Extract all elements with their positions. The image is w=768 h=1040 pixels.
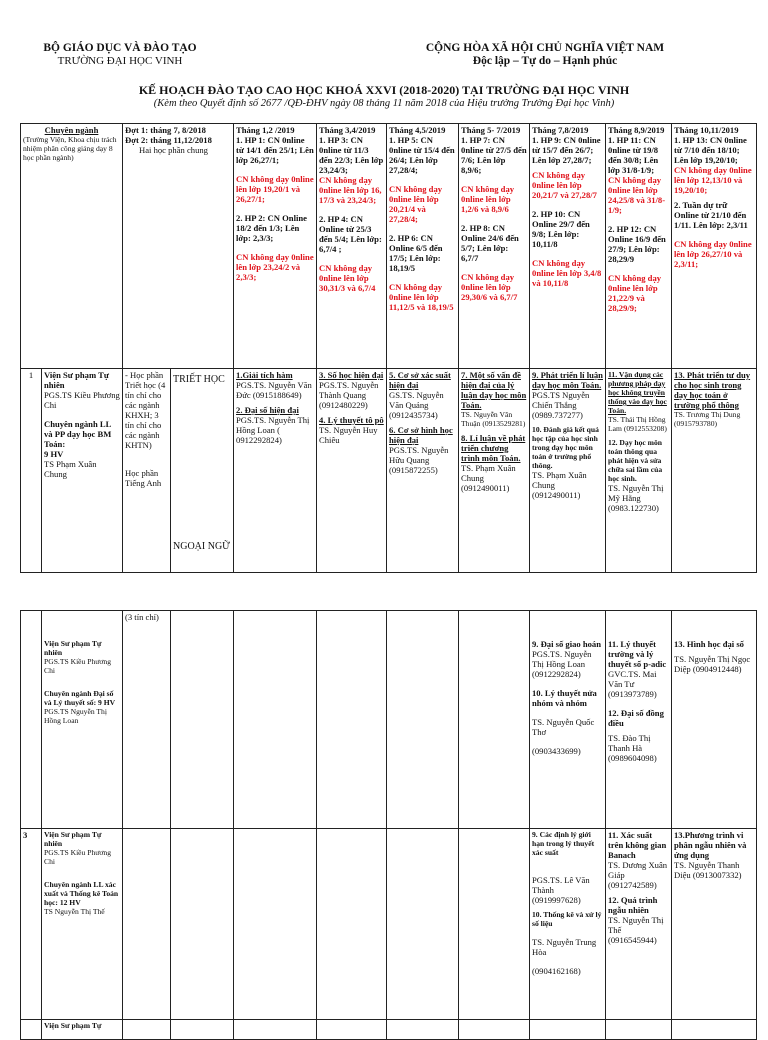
course-lecturer: TS. Thái Thị Hồng Lam (0912553208)	[608, 415, 667, 433]
course-title: 3. Số học hiện đại	[319, 370, 384, 380]
major-lead: TS Nguyễn Thị Thế	[44, 907, 105, 916]
month7-courses	[672, 611, 757, 829]
general-modules-cell	[123, 369, 171, 573]
month6-courses	[606, 611, 672, 829]
month6-courses	[606, 829, 672, 1020]
major-name: Chuyên ngành Đại số và Lý thuyết số: 9 HV	[44, 689, 116, 707]
online-note: CN không dạy 0nline lên lớp 24,25/8 và 31/8-1/9;	[608, 175, 666, 215]
lecturer-phone: (0904162168)	[532, 966, 581, 976]
institute-head: PGS.TS Kiều Phương Chi	[44, 848, 111, 866]
online-note: CN không dạy 0nline lên lớp 16, 17/3 và 23,24/3;	[319, 175, 382, 205]
course-title: 12. Đại số đồng điều	[608, 708, 664, 728]
month2-courses	[317, 369, 387, 573]
course-lecturer: TS. Nguyễn Quốc Thơ	[532, 717, 595, 737]
course-lecturer: PGS.TS. Nguyễn Thị Hồng Loan ( 0912292824)	[236, 415, 310, 445]
month-label: Tháng 5- 7/2019	[461, 125, 521, 135]
empty-cell	[317, 829, 387, 1020]
month6-courses	[606, 369, 672, 573]
empty-cell	[606, 1020, 672, 1040]
online-note: CN không dạy 0nline lên lớp 19,20/1 và 26,27/1;	[236, 174, 314, 204]
course-title: 10. Đánh giá kết quả học tập của học sinh trong dạy học môn toán ở trường phổ thông.	[532, 425, 599, 470]
course-lecturer: TS. Trương Thị Dung (0915793780)	[674, 410, 741, 428]
online-note: CN không dạy 0nline lên lớp 20,21/7 và 27,28/7	[532, 170, 597, 200]
month7-courses	[672, 369, 757, 573]
course-lecturer: TS. Dương Xuân Giáp (0912742589)	[608, 860, 668, 890]
course-lecturer: PGS.TS. Nguyễn Văn Đức (0915188649)	[236, 380, 312, 400]
batch2-label: Đợt 2: tháng 11,12/2018	[125, 135, 212, 145]
empty-cell	[317, 611, 387, 829]
month-header-3	[387, 124, 459, 369]
empty-cell	[21, 1020, 42, 1040]
online-note: CN không dạy 0nline lên lớp 3,4/8 và 10,11/8	[532, 258, 602, 288]
course-title: 13. Hình học đại số	[674, 639, 744, 649]
course-title: 1.Giải tích hàm	[236, 370, 293, 380]
month-header-5	[530, 124, 606, 369]
course-title: 8. Lí luận về phát triển chương trình môn Toán.	[461, 433, 526, 463]
institute-name: Viện Sư phạm Tự nhiên	[44, 830, 102, 848]
course-title: 7. Một số vấn đề hiện đại của lý luận dạy học môn Toán.	[461, 370, 527, 410]
module-schedule: 2. HP 2: CN Online 18/2 đến 1/3; Lên lớp: 2,3/3;	[236, 213, 307, 243]
english-module-note: Học phần Tiếng Anh	[125, 468, 162, 488]
online-note: CN không dạy 0nline lên lớp 1,2/6 và 8,9/6	[461, 184, 515, 214]
month-header-6	[606, 124, 672, 369]
course-lecturer: TS. Đào Thị Thanh Hà (0989604098)	[608, 733, 657, 763]
month-label: Tháng 1,2 /2019	[236, 125, 295, 135]
training-plan-table-page2	[20, 610, 757, 1040]
empty-cell	[234, 611, 317, 829]
course-title: 6. Cơ sở hình học hiện đại	[389, 425, 453, 445]
major-header-title: Chuyên ngành	[44, 125, 99, 135]
empty-cell	[387, 611, 459, 829]
row-number: 1	[21, 369, 42, 573]
empty-cell	[234, 1020, 317, 1040]
course-lecturer: TS. Phạm Xuân Chung (0912490011)	[532, 470, 587, 500]
major-lead: PGS.TS Nguyễn Thị Hồng Loan	[44, 707, 107, 725]
module-schedule: 1. HP 9: CN 0nline từ 15/7 đến 26/7; Lên lớp 27,28/7;	[532, 135, 601, 165]
module-schedule: 1. HP 1: CN 0nline từ 14/1 đến 25/1; Lên lớp 26,27/1;	[236, 135, 314, 165]
module-schedule: 2. HP 10: CN Online 29/7 đến 9/8; Lên lớp: 10,11/8	[532, 209, 590, 249]
institute-name: Viện Sư phạm Tự nhiên	[44, 639, 102, 657]
month-label: Tháng 8,9/2019	[608, 125, 665, 135]
course-title: 10. Thống kê và xử lý số liệu	[532, 910, 602, 928]
document-title: KẾ HOẠCH ĐÀO TẠO CAO HỌC KHOÁ XXVI (2018-2020) TẠI TRƯỜNG ĐẠI HỌC VINH	[138, 83, 630, 97]
institute-cell	[42, 369, 123, 573]
student-count: 9 HV	[44, 449, 64, 459]
empty-cell	[387, 829, 459, 1020]
empty-cell	[317, 1020, 387, 1040]
module-schedule: 1. HP 7: CN 0nline từ 27/5 đến 7/6; Lên lớp 8,9/6;	[461, 135, 527, 175]
course-lecturer: GVC.TS. Mai Văn Tư (0913973789)	[608, 669, 657, 699]
ministry-name: BỘ GIÁO DỤC VÀ ĐÀO TẠO	[43, 42, 197, 54]
table-row-partial	[21, 1020, 757, 1040]
module-schedule: 1. HP 13: CN 0nline từ 7/10 đến 18/10; Lên lớp 19,20/10;	[674, 135, 747, 165]
empty-cell	[171, 611, 234, 829]
month3-courses	[387, 369, 459, 573]
course-lecturer: TS. Nguyễn Thị Thế (0916545944)	[608, 915, 664, 945]
module-schedule: 2. HP 6: CN Online 6/5 đến 17/5; Lên lớp: 18,19/5	[389, 233, 443, 273]
major-lead: TS Phạm Xuân Chung	[44, 459, 97, 479]
module-schedule: 1. HP 3: CN 0nline từ 11/3 đến 22/3; Lên lớp 23,24/3;	[319, 135, 384, 175]
online-note: CN không dạy 0nline lên lớp 26,27/10 và 2,3/11;	[674, 239, 752, 269]
institute-head: PGS.TS Kiều Phương Chi	[44, 657, 111, 675]
institute-name: Viện Sư phạm Tự	[44, 1021, 102, 1030]
empty-cell	[459, 829, 530, 1020]
month-header-4	[459, 124, 530, 369]
empty-cell	[123, 1020, 171, 1040]
month-label: Tháng 7,8/2019	[532, 125, 589, 135]
month5-courses	[530, 611, 606, 829]
month4-courses	[459, 369, 530, 573]
subjects-cell	[171, 369, 234, 573]
row-number: 3	[21, 829, 42, 1020]
course-title: 13. Phát triển tư duy cho học sinh trong dạy học toán ở trường phổ thông	[674, 370, 751, 410]
course-lecturer: TS. Nguyễn Văn Thuận (0913529281)	[461, 410, 526, 428]
course-lecturer: TS. Nguyễn Thị Mỹ Hằng (0983.122730)	[608, 483, 664, 513]
module-schedule: 1. HP 5: CN 0nline từ 15/4 đến 26/4; Lên lớp 27,28/4;	[389, 135, 455, 175]
general-header-cell	[123, 124, 234, 369]
month7-courses	[672, 829, 757, 1020]
month5-courses	[530, 369, 606, 573]
course-lecturer: TS. Nguyễn Thanh Diệu (0913007332)	[674, 860, 742, 880]
course-lecturer: TS. Nguyễn Thị Ngọc Diệp (0904912448)	[674, 654, 751, 674]
course-title: 5. Cơ sở xác suất hiện đại	[389, 370, 451, 390]
online-note: CN không dạy 0nline lên lớp 20,21/4 và 27,28/4;	[389, 184, 443, 224]
module-schedule: 2. HP 12: CN Online 16/9 đến 27/9; Lên lớp: 28,29/9	[608, 224, 666, 264]
university-name: TRƯỜNG ĐẠI HỌC VINH	[57, 55, 183, 67]
month5-courses	[530, 829, 606, 1020]
course-title: 12. Dạy học môn toán thông qua phát hiện và sửa chữa sai lầm của học sinh.	[608, 438, 663, 483]
major-header-cell	[21, 124, 123, 369]
course-title: 2. Đại số hiện đại	[236, 405, 299, 415]
course-title: 4. Lý thuyết tô pô	[319, 415, 384, 425]
table-row	[21, 829, 757, 1020]
common-modules-label: Hai học phần chung	[139, 145, 208, 155]
national-motto: Độc lập – Tự do – Hạnh phúc	[472, 55, 618, 67]
institute-name: Viện Sư phạm Tự nhiên	[44, 370, 109, 390]
course-lecturer: PGS.TS. Lê Văn Thành (0919997628)	[532, 875, 590, 905]
table-row	[21, 611, 757, 829]
online-note: CN không dạy 0nline lên lớp 29,30/6 và 6,7/7	[461, 272, 518, 302]
row-number	[21, 611, 42, 829]
philosophy-module-note: - Học phần Triết học (4 tín chỉ cho các ngành KHXH; 3 tín chỉ cho các ngành KHTN)	[125, 370, 166, 450]
major-name: Chuyên ngành LL và PP dạy học BM Toán:	[44, 419, 112, 449]
empty-cell	[123, 829, 171, 1020]
course-title: 9. Đại số giao hoán	[532, 639, 602, 649]
lecturer-phone: (0903433699)	[532, 746, 581, 756]
major-name: Chuyên ngành LL xác xuất và Thống kê Toán học: 12 HV	[44, 880, 119, 907]
empty-cell	[459, 611, 530, 829]
batch1-label: Đợt 1: tháng 7, 8/2018	[125, 125, 206, 135]
course-lecturer: GS.TS. Nguyễn Văn Quảng (0912435734)	[389, 390, 444, 420]
course-title: 13.Phương trình vi phân ngẫu nhiên và ứng dụng	[674, 830, 747, 860]
philosophy-subject: TRIẾT HỌC	[173, 374, 225, 385]
document-subtitle: (Kèm theo Quyết định số 2677 /QĐ-ĐHV ngày 08 tháng 11 năm 2018 của Hiệu trưởng Trường Đại học Vinh)	[153, 98, 615, 109]
empty-cell	[234, 829, 317, 1020]
course-title: 10. Lý thuyết nửa nhóm và nhóm	[532, 688, 597, 708]
empty-cell	[672, 1020, 757, 1040]
empty-cell	[171, 829, 234, 1020]
course-title: 12. Quá trình ngẫu nhiên	[608, 895, 658, 915]
month-header-7	[672, 124, 757, 369]
course-lecturer: PGS.TS Nguyễn Chiến Thắng (0989.737277)	[532, 390, 590, 420]
month-label: Tháng 4,5/2019	[389, 125, 446, 135]
table-header-row	[21, 124, 757, 369]
empty-cell	[171, 1020, 234, 1040]
republic-name: CỘNG HÒA XÃ HỘI CHỦ NGHĨA VIỆT NAM	[425, 42, 665, 54]
course-lecturer: TS. Phạm Xuân Chung (0912490011)	[461, 463, 516, 493]
course-title: 11. Xác suất trên không gian Banach	[608, 830, 667, 860]
online-note: CN không dạy 0nline lên lớp 30,31/3 và 6,7/4	[319, 263, 376, 293]
table-row	[21, 369, 757, 573]
institute-cell	[42, 611, 123, 829]
course-lecturer: TS. Nguyễn Trung Hòa	[532, 937, 597, 957]
empty-cell	[530, 1020, 606, 1040]
online-note: CN không dạy 0nline lên lớp 11,12/5 và 18,19/5	[389, 282, 454, 312]
online-note: CN không dạy 0nline lên lớp 21,22/9 và 28,29/9;	[608, 273, 662, 313]
course-title: 9. Các định lý giới hạn trong lý thuyết xác suất	[532, 830, 595, 857]
institute-head: PGS.TS Kiều Phương Chi	[44, 390, 120, 410]
course-lecturer: PGS.TS. Nguyễn Thành Quang (0912480229)	[319, 380, 379, 410]
course-lecturer: PGS.TS. Nguyễn Thị Hồng Loan (0912292824)	[532, 649, 592, 679]
module-schedule: 1. HP 11: CN 0nline từ 19/8 đến 30/8; Lên lớp 31/8-1/9;	[608, 135, 659, 175]
month-header-2	[317, 124, 387, 369]
empty-cell	[459, 1020, 530, 1040]
general-modules-cell	[123, 611, 171, 829]
month-label: Tháng 3,4/2019	[319, 125, 376, 135]
online-note: CN không dạy 0nline lên lớp 12,13/10 và 19,20/10;	[674, 165, 752, 195]
course-lecturer: TS. Nguyễn Huy Chiêu	[319, 425, 378, 445]
month-label: Tháng 10,11/2019	[674, 125, 739, 135]
training-plan-table-page1	[20, 123, 757, 573]
month-header-1	[234, 124, 317, 369]
course-title: 11. Lý thuyết trường và lý thuyết số p-adic	[608, 639, 667, 669]
online-note: CN không dạy 0nline lên lớp 23,24/2 và 2,3/3;	[236, 252, 314, 282]
course-title: 9. Phát triển lí luận dạy học môn Toán.	[532, 370, 603, 390]
course-title: 11. Vận dụng các phương pháp dạy học không truyền thống vào dạy học Toán.	[608, 370, 667, 415]
month1-courses	[234, 369, 317, 573]
module-schedule: 2. Tuần dự trữ Online từ 21/10 đến 1/11. Lên lớp: 2,3/11	[674, 200, 748, 230]
major-header-note: (Trường Viện, Khoa chịu trách nhiệm phân công giảng dạy 8 học phần ngành)	[23, 135, 117, 162]
module-schedule: 2. HP 8: CN Online 24/6 đến 5/7; Lên lớp: 6,7/7	[461, 223, 519, 263]
course-lecturer: PGS.TS. Nguyễn Hữu Quang (0915872255)	[389, 445, 449, 475]
module-schedule: 2. HP 4: CN Online từ 25/3 đến 5/4; Lên lớp: 6,7/4 ;	[319, 214, 382, 254]
credit-note: (3 tín chỉ)	[125, 612, 159, 622]
foreign-language-subject: NGOẠI NGỮ	[173, 541, 230, 552]
institute-cell	[42, 829, 123, 1020]
empty-cell	[387, 1020, 459, 1040]
institute-cell	[42, 1020, 123, 1040]
